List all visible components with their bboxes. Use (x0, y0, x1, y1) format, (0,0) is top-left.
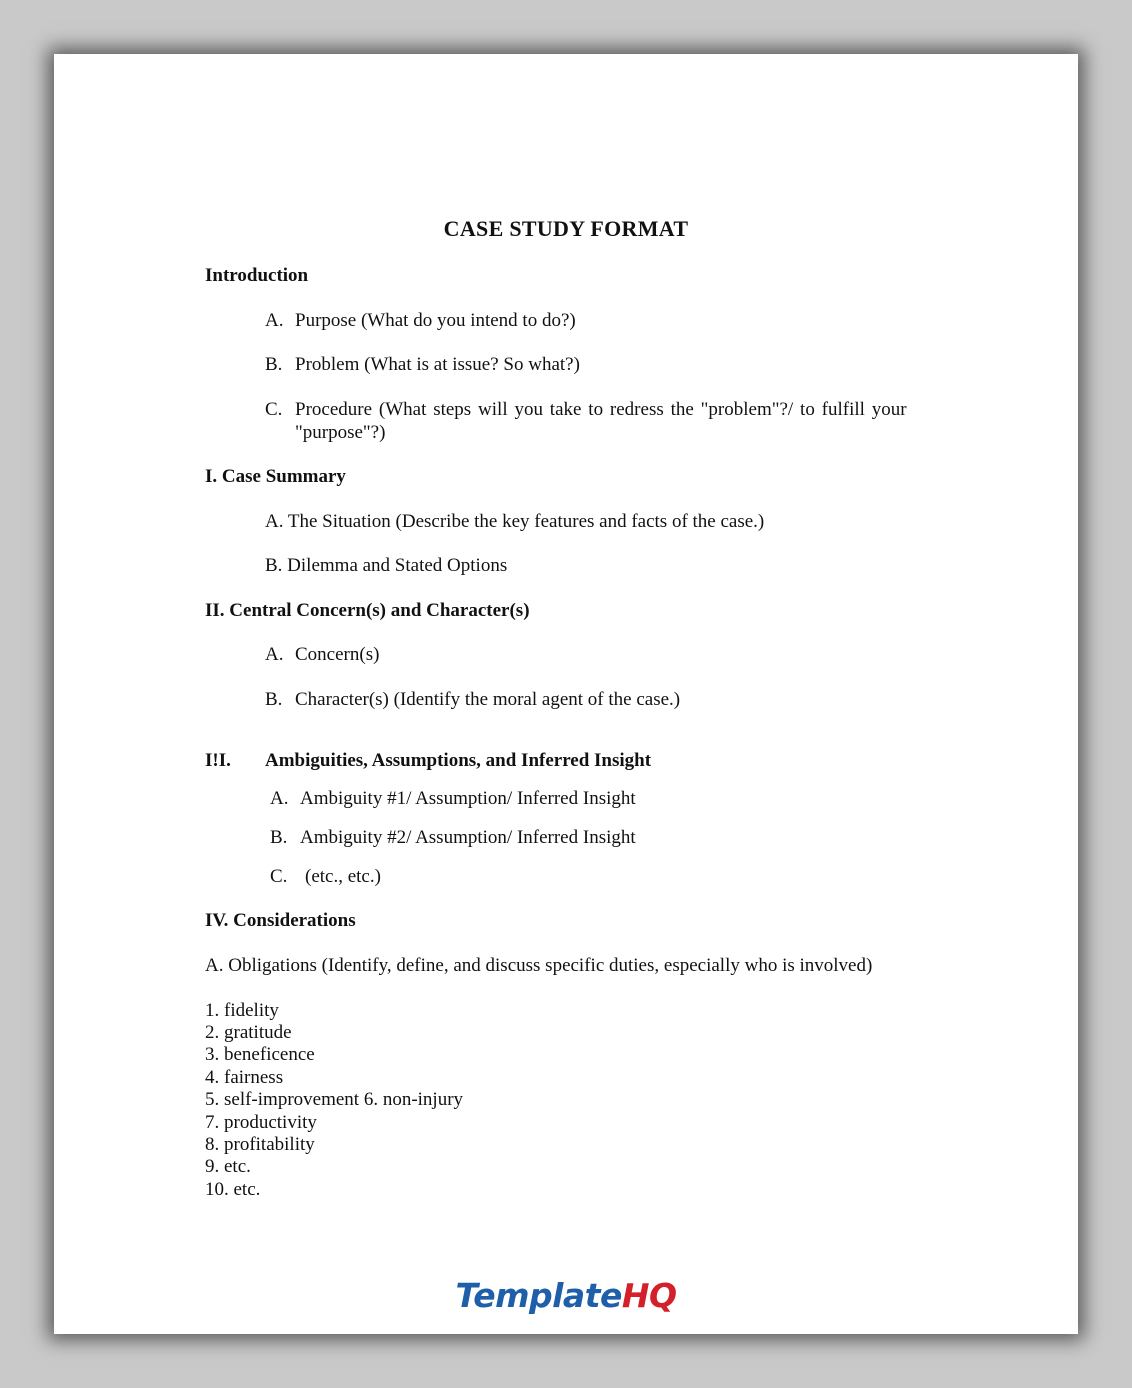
ambiguities-heading: Ambiguities, Assumptions, and Inferred Insight (265, 750, 652, 771)
intro-item-a-text: Purpose (What do you intend to do?) (295, 310, 576, 331)
logo-text-template: Template (455, 1276, 622, 1315)
list-item: 8. profitability (205, 1134, 315, 1155)
list-item: 10. etc. (205, 1179, 261, 1200)
list-item: 9. etc. (205, 1156, 251, 1177)
obligations-text: A. Obligations (Identify, define, and discuss specific duties, especially who is involved) (205, 955, 873, 976)
list-item: 7. productivity (205, 1112, 317, 1133)
central-item-b-text: Character(s) (Identify the moral agent of the case.) (295, 689, 681, 710)
list-item: 1. fidelity (205, 1000, 279, 1021)
central-item-b-marker: B. (265, 689, 283, 710)
list-item: 5. self-improvement 6. non-injury (205, 1089, 464, 1110)
ambiguity-item-a-text: Ambiguity #1/ Assumption/ Inferred Insight (300, 788, 636, 809)
intro-item-c-text: Procedure (What steps will you take to redress the "problem"?/ to fulfill your (295, 399, 907, 420)
page-title: CASE STUDY FORMAT (443, 216, 689, 241)
ambiguity-item-c-text: (etc., etc.) (305, 866, 381, 887)
ambiguities-numeral: I!I. (205, 750, 231, 771)
central-concerns-heading: II. Central Concern(s) and Character(s) (205, 600, 530, 621)
intro-item-c-text-cont: "purpose"?) (295, 422, 386, 443)
templatehq-logo (54, 1276, 1078, 1315)
introduction-heading: Introduction (205, 265, 309, 286)
intro-item-b-marker: B. (265, 354, 283, 375)
ambiguity-item-a-marker: A. (270, 788, 289, 809)
considerations-heading: IV. Considerations (205, 910, 356, 931)
case-summary-heading: I. Case Summary (205, 466, 346, 487)
intro-item-a-marker: A. (265, 310, 284, 331)
intro-item-b-text: Problem (What is at issue? So what?) (295, 354, 580, 375)
case-summary-item-a: A. The Situation (Describe the key features and facts of the case.) (265, 511, 765, 532)
list-item: 3. beneficence (205, 1044, 315, 1065)
document-page (54, 54, 1078, 1334)
logo-text-hq: HQ (621, 1276, 677, 1315)
ambiguity-item-b-text: Ambiguity #2/ Assumption/ Inferred Insight (300, 827, 636, 848)
case-summary-item-b: B. Dilemma and Stated Options (265, 555, 508, 576)
list-item: 4. fairness (205, 1067, 284, 1088)
central-item-a-marker: A. (265, 644, 284, 665)
ambiguity-item-b-marker: B. (270, 827, 288, 848)
list-item: 2. gratitude (205, 1022, 292, 1043)
intro-item-c-marker: C. (265, 399, 283, 420)
central-item-a-text: Concern(s) (295, 644, 380, 665)
ambiguity-item-c-marker: C. (270, 866, 288, 887)
